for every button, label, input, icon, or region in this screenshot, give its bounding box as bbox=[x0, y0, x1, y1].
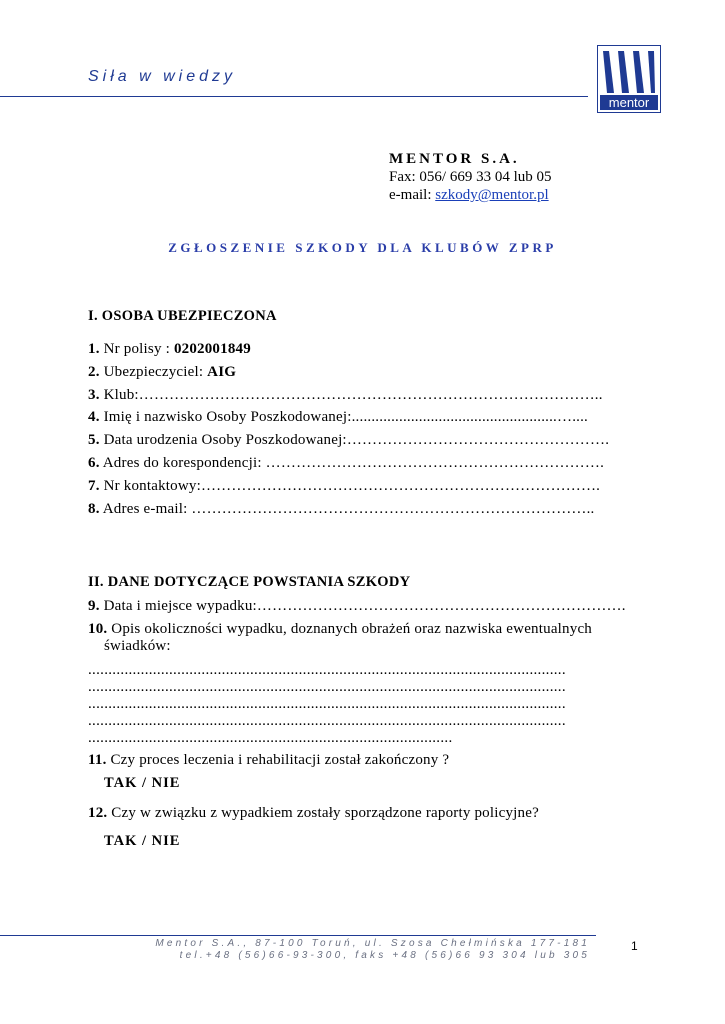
field-injured-name[interactable]: 4. Imię i nazwisko Osoby Poszkodowanej:....................................................….... bbox=[88, 409, 589, 425]
header-motto: Siła w wiedzy bbox=[88, 68, 237, 85]
email-prefix: e-mail: bbox=[389, 187, 436, 203]
description-line[interactable]: ...................................................................................................................... bbox=[88, 679, 566, 695]
header-rule bbox=[0, 96, 588, 97]
description-line[interactable]: .......................................................................................... bbox=[88, 730, 453, 746]
description-line[interactable]: ...................................................................................................................... bbox=[88, 696, 566, 712]
field-accident-date-place[interactable]: 9. Data i miejsce wypadku:………………………………………………………………. bbox=[88, 598, 626, 614]
field-club[interactable]: 3. Klub:……………………………………………………………………………….. bbox=[88, 387, 603, 403]
description-line[interactable]: ...................................................................................................................... bbox=[88, 713, 566, 729]
section2-heading: II. DANE DOTYCZĄCE POWSTANIA SZKODY bbox=[88, 574, 411, 590]
description-line[interactable]: ...................................................................................................................... bbox=[88, 662, 566, 678]
answer-11[interactable]: TAK / NIE bbox=[104, 775, 181, 791]
section1-heading: I. OSOBA UBEZPIECZONA bbox=[88, 308, 277, 324]
company-email-line bbox=[389, 186, 552, 204]
company-name: MENTOR S.A. bbox=[389, 151, 520, 167]
company-block bbox=[389, 150, 552, 204]
field-policy-number: 1. Nr polisy : 0202001849 bbox=[88, 341, 251, 357]
field-insurer: 2. Ubezpieczyciel: AIG bbox=[88, 364, 237, 380]
question-10-continued: świadków: bbox=[104, 638, 171, 654]
footer-contact: tel.+48 (56)66-93-300, faks +48 (56)66 93 304 lub 305 bbox=[179, 950, 590, 961]
question-11: 11. Czy proces leczenia i rehabilitacji został zakończony ? bbox=[88, 752, 450, 768]
company-fax: Fax: 056/ 669 33 04 lub 05 bbox=[389, 169, 552, 185]
field-birth-date[interactable]: 5. Data urodzenia Osoby Poszkodowanej:……………………………………………. bbox=[88, 432, 610, 448]
page-number: 1 bbox=[631, 939, 638, 953]
mentor-logo bbox=[597, 45, 661, 113]
form-title: ZGŁOSZENIE SZKODY DLA KLUBÓW ZPRP bbox=[168, 240, 557, 255]
field-email[interactable]: 8. Adres e-mail: …………………………………………………………………….. bbox=[88, 501, 595, 517]
footer-rule bbox=[0, 935, 596, 936]
field-phone[interactable]: 7. Nr kontaktowy:……………………………………………………………………. bbox=[88, 478, 601, 494]
question-10: 10. Opis okoliczności wypadku, doznanych obrażeń oraz nazwiska ewentualnych bbox=[88, 621, 593, 637]
answer-12[interactable]: TAK / NIE bbox=[104, 833, 181, 849]
field-address[interactable]: 6. Adres do korespondencji: …………………………………………………………. bbox=[88, 455, 605, 471]
email-link[interactable]: szkody@mentor.pl bbox=[435, 187, 549, 203]
footer-address: Mentor S.A., 87-100 Toruń, ul. Szosa Chełmińska 177-181 bbox=[155, 938, 590, 949]
question-12: 12. Czy w związku z wypadkiem zostały sporządzone raporty policyjne? bbox=[88, 805, 539, 821]
logo-text: mentor bbox=[608, 95, 650, 110]
